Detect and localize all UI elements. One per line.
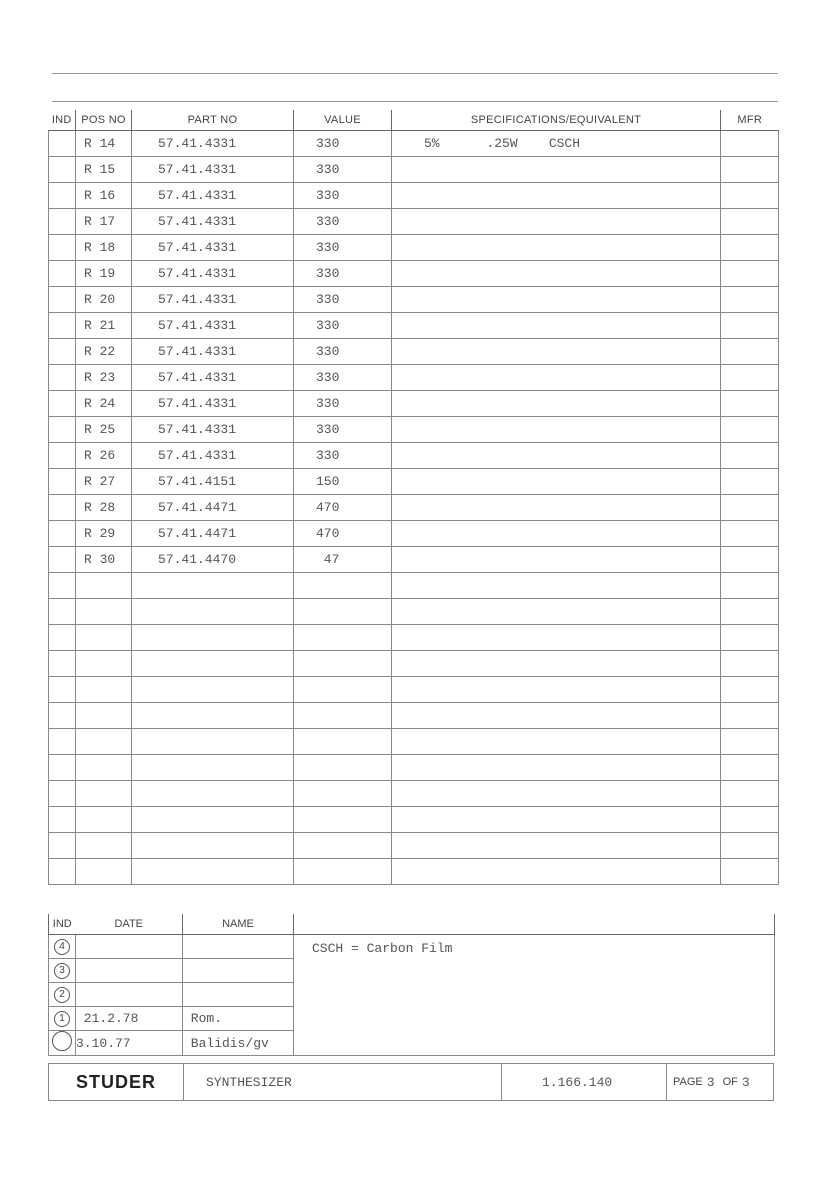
- table-row: [49, 183, 779, 209]
- table-row: [49, 677, 779, 703]
- spec-cell: 5% .25W CSCH: [392, 131, 721, 157]
- value-cell: 330: [294, 443, 392, 469]
- ind-cell: [49, 209, 76, 235]
- table-row: [49, 131, 779, 157]
- table-row: [49, 729, 779, 755]
- ind-cell: [49, 755, 76, 781]
- spec-cell: [392, 495, 721, 521]
- part-no-cell: [132, 599, 294, 625]
- spec-cell: [392, 833, 721, 859]
- pos-no-cell: [76, 781, 132, 807]
- pos-no-cell: [76, 651, 132, 677]
- ind-cell: [49, 651, 76, 677]
- revision-index-circle: 1: [54, 1011, 70, 1027]
- spec-cell: [392, 651, 721, 677]
- spec-cell: [392, 157, 721, 183]
- part-no-cell: 57.41.4331: [132, 313, 294, 339]
- col-header-mfr: MFR: [721, 110, 779, 131]
- pos-no-cell: [76, 703, 132, 729]
- spec-cell: [392, 209, 721, 235]
- part-no-cell: 57.41.4331: [132, 261, 294, 287]
- mfr-cell: [721, 833, 779, 859]
- part-no-cell: [132, 651, 294, 677]
- parts-list-table: [48, 110, 779, 885]
- revision-index-cell: [49, 983, 76, 1007]
- mfr-cell: [721, 599, 779, 625]
- spec-cell: [392, 469, 721, 495]
- table-row: [49, 339, 779, 365]
- table-row: [49, 703, 779, 729]
- mfr-cell: [721, 677, 779, 703]
- spec-cell: [392, 261, 721, 287]
- part-no-cell: 57.41.4331: [132, 417, 294, 443]
- pos-no-cell: [76, 833, 132, 859]
- pos-no-cell: R 30: [76, 547, 132, 573]
- pos-no-cell: R 20: [76, 287, 132, 313]
- value-cell: 330: [294, 183, 392, 209]
- value-cell: [294, 755, 392, 781]
- pos-no-cell: R 14: [76, 131, 132, 157]
- mfr-cell: [721, 417, 779, 443]
- table-row: [49, 157, 779, 183]
- table-row: [49, 443, 779, 469]
- value-cell: 330: [294, 313, 392, 339]
- mfr-cell: [721, 261, 779, 287]
- part-no-cell: 57.41.4471: [132, 521, 294, 547]
- ind-cell: [49, 287, 76, 313]
- pos-no-cell: [76, 573, 132, 599]
- mfr-cell: [721, 365, 779, 391]
- mfr-cell: [721, 781, 779, 807]
- part-no-cell: [132, 807, 294, 833]
- col-header-specifications: SPECIFICATIONS/EQUIVALENT: [392, 110, 721, 131]
- document-title: SYNTHESIZER: [184, 1064, 502, 1100]
- ind-cell: [49, 625, 76, 651]
- revision-date-cell: [76, 935, 183, 959]
- value-cell: [294, 599, 392, 625]
- col-header-part-no: PART NO: [132, 110, 294, 131]
- pos-no-cell: R 23: [76, 365, 132, 391]
- value-cell: [294, 651, 392, 677]
- ind-cell: [49, 573, 76, 599]
- revision-index-circle: 4: [54, 939, 70, 955]
- part-no-cell: 57.41.4331: [132, 209, 294, 235]
- value-cell: 470: [294, 521, 392, 547]
- mfr-cell: [721, 573, 779, 599]
- ind-cell: [49, 443, 76, 469]
- revision-index-circle: [52, 1031, 72, 1051]
- pos-no-cell: R 16: [76, 183, 132, 209]
- value-cell: [294, 859, 392, 885]
- revision-index-cell: [49, 1031, 76, 1056]
- pos-no-cell: [76, 859, 132, 885]
- table-row: [49, 651, 779, 677]
- page-indicator: [667, 1064, 773, 1100]
- value-cell: 330: [294, 287, 392, 313]
- part-no-cell: 57.41.4470: [132, 547, 294, 573]
- spec-cell: [392, 313, 721, 339]
- ind-cell: [49, 469, 76, 495]
- revision-index-circle: 3: [54, 963, 70, 979]
- pos-no-cell: [76, 755, 132, 781]
- revision-header-row: [49, 914, 775, 935]
- pos-no-cell: R 19: [76, 261, 132, 287]
- mfr-cell: [721, 859, 779, 885]
- table-row: [49, 313, 779, 339]
- pos-no-cell: R 25: [76, 417, 132, 443]
- ind-cell: [49, 365, 76, 391]
- mfr-cell: [721, 625, 779, 651]
- table-row: [49, 625, 779, 651]
- mfr-cell: [721, 339, 779, 365]
- part-no-cell: 57.41.4331: [132, 183, 294, 209]
- revision-date-cell: 3.10.77: [76, 1031, 183, 1056]
- pos-no-cell: [76, 599, 132, 625]
- table-row: [49, 521, 779, 547]
- col-header-value: VALUE: [294, 110, 392, 131]
- part-no-cell: 57.41.4331: [132, 131, 294, 157]
- spec-cell: [392, 677, 721, 703]
- value-cell: [294, 677, 392, 703]
- mfr-cell: [721, 157, 779, 183]
- part-no-cell: [132, 859, 294, 885]
- value-cell: 330: [294, 339, 392, 365]
- table-row: [49, 781, 779, 807]
- mfr-cell: [721, 235, 779, 261]
- ind-cell: [49, 521, 76, 547]
- value-cell: 330: [294, 131, 392, 157]
- rev-col-name: NAME: [183, 914, 294, 935]
- part-no-cell: [132, 755, 294, 781]
- spec-cell: [392, 755, 721, 781]
- pos-no-cell: R 29: [76, 521, 132, 547]
- value-cell: [294, 703, 392, 729]
- pos-no-cell: [76, 807, 132, 833]
- mfr-cell: [721, 469, 779, 495]
- pos-no-cell: R 17: [76, 209, 132, 235]
- ind-cell: [49, 729, 76, 755]
- table-row: [49, 261, 779, 287]
- pos-no-cell: R 18: [76, 235, 132, 261]
- ind-cell: [49, 339, 76, 365]
- revision-name-cell: [183, 935, 294, 959]
- ind-cell: [49, 547, 76, 573]
- revision-body: [49, 935, 775, 1056]
- value-cell: [294, 625, 392, 651]
- value-cell: 330: [294, 261, 392, 287]
- ind-cell: [49, 235, 76, 261]
- part-no-cell: [132, 781, 294, 807]
- table-row: [49, 365, 779, 391]
- revision-name-cell: [183, 959, 294, 983]
- spec-cell: [392, 859, 721, 885]
- ind-cell: [49, 261, 76, 287]
- value-cell: 330: [294, 365, 392, 391]
- pos-no-cell: [76, 677, 132, 703]
- ind-cell: [49, 781, 76, 807]
- mfr-cell: [721, 755, 779, 781]
- revision-date-cell: [76, 959, 183, 983]
- table-row: [49, 469, 779, 495]
- studer-logo: STUDER: [49, 1064, 184, 1100]
- value-cell: 330: [294, 235, 392, 261]
- ind-cell: [49, 703, 76, 729]
- spec-cell: [392, 729, 721, 755]
- spec-cell: [392, 417, 721, 443]
- pos-no-cell: R 27: [76, 469, 132, 495]
- part-no-cell: 57.41.4151: [132, 469, 294, 495]
- revision-date-cell: 21.2.78: [76, 1007, 183, 1031]
- spec-cell: [392, 625, 721, 651]
- part-no-cell: 57.41.4331: [132, 157, 294, 183]
- mfr-cell: [721, 651, 779, 677]
- mfr-cell: [721, 391, 779, 417]
- document-number: 1.166.140: [502, 1064, 667, 1100]
- ind-cell: [49, 183, 76, 209]
- pos-no-cell: [76, 729, 132, 755]
- parts-body: [49, 131, 779, 885]
- title-block: [48, 1063, 774, 1101]
- spec-cell: [392, 599, 721, 625]
- spec-cell: [392, 443, 721, 469]
- spec-cell: [392, 339, 721, 365]
- of-label: OF: [722, 1076, 738, 1088]
- rev-col-notes: [294, 914, 775, 935]
- spec-cell: [392, 183, 721, 209]
- part-no-cell: [132, 677, 294, 703]
- ind-cell: [49, 807, 76, 833]
- ind-cell: [49, 313, 76, 339]
- table-row: [49, 495, 779, 521]
- revision-index-cell: [49, 959, 76, 983]
- mfr-cell: [721, 729, 779, 755]
- ind-cell: [49, 859, 76, 885]
- table-row: [49, 599, 779, 625]
- part-no-cell: [132, 729, 294, 755]
- mfr-cell: [721, 807, 779, 833]
- spec-cell: [392, 547, 721, 573]
- pos-no-cell: R 22: [76, 339, 132, 365]
- ind-cell: [49, 833, 76, 859]
- value-cell: 470: [294, 495, 392, 521]
- rev-col-date: DATE: [76, 914, 183, 935]
- table-row: [49, 833, 779, 859]
- table-row: [49, 547, 779, 573]
- table-row: [49, 859, 779, 885]
- spec-cell: [392, 365, 721, 391]
- page-total: 3: [741, 1074, 750, 1090]
- mfr-cell: [721, 495, 779, 521]
- spec-cell: [392, 235, 721, 261]
- pos-no-cell: R 26: [76, 443, 132, 469]
- part-no-cell: [132, 703, 294, 729]
- value-cell: [294, 807, 392, 833]
- value-cell: 330: [294, 209, 392, 235]
- ind-cell: [49, 157, 76, 183]
- spec-cell: [392, 807, 721, 833]
- revision-date-cell: [76, 983, 183, 1007]
- spec-cell: [392, 287, 721, 313]
- page-label: PAGE: [673, 1076, 703, 1088]
- table-row: [49, 287, 779, 313]
- table-row: [49, 573, 779, 599]
- part-no-cell: 57.41.4331: [132, 287, 294, 313]
- pos-no-cell: [76, 625, 132, 651]
- part-no-cell: 57.41.4331: [132, 365, 294, 391]
- part-no-cell: [132, 573, 294, 599]
- table-row: [49, 209, 779, 235]
- ind-cell: [49, 677, 76, 703]
- spec-cell: [392, 521, 721, 547]
- pos-no-cell: R 15: [76, 157, 132, 183]
- top-rule-1: [52, 73, 778, 74]
- mfr-cell: [721, 131, 779, 157]
- col-header-pos-no: POS NO: [76, 110, 132, 131]
- table-row: [49, 807, 779, 833]
- revision-index-cell: [49, 1007, 76, 1031]
- value-cell: [294, 781, 392, 807]
- ind-cell: [49, 417, 76, 443]
- part-no-cell: 57.41.4331: [132, 391, 294, 417]
- table-row: [49, 755, 779, 781]
- ind-cell: [49, 599, 76, 625]
- spec-cell: [392, 391, 721, 417]
- mfr-cell: [721, 209, 779, 235]
- table-row: [49, 391, 779, 417]
- part-no-cell: [132, 625, 294, 651]
- mfr-cell: [721, 183, 779, 209]
- mfr-cell: [721, 443, 779, 469]
- value-cell: 330: [294, 417, 392, 443]
- top-rule-2: [52, 101, 778, 102]
- revision-row: [49, 935, 775, 959]
- value-cell: 150: [294, 469, 392, 495]
- value-cell: [294, 573, 392, 599]
- table-row: [49, 235, 779, 261]
- spec-cell: [392, 573, 721, 599]
- part-no-cell: 57.41.4331: [132, 235, 294, 261]
- table-row: [49, 417, 779, 443]
- pos-no-cell: R 21: [76, 313, 132, 339]
- col-header-ind: IND: [49, 110, 76, 131]
- revision-table: [48, 914, 775, 1056]
- mfr-cell: [721, 703, 779, 729]
- revision-name-cell: Rom.: [183, 1007, 294, 1031]
- mfr-cell: [721, 287, 779, 313]
- pos-no-cell: R 28: [76, 495, 132, 521]
- part-no-cell: [132, 833, 294, 859]
- mfr-cell: [721, 313, 779, 339]
- spec-cell: [392, 781, 721, 807]
- part-no-cell: 57.41.4331: [132, 339, 294, 365]
- value-cell: [294, 729, 392, 755]
- ind-cell: [49, 495, 76, 521]
- page-number: 3: [706, 1074, 715, 1090]
- rev-col-ind: IND: [49, 914, 76, 935]
- parts-header-row: [49, 110, 779, 131]
- value-cell: 47: [294, 547, 392, 573]
- revision-name-cell: [183, 983, 294, 1007]
- mfr-cell: [721, 521, 779, 547]
- ind-cell: [49, 131, 76, 157]
- revision-index-cell: [49, 935, 76, 959]
- revision-index-circle: 2: [54, 987, 70, 1003]
- mfr-cell: [721, 547, 779, 573]
- part-no-cell: 57.41.4471: [132, 495, 294, 521]
- revision-note: CSCH = Carbon Film: [294, 935, 775, 1056]
- revision-name-cell: Balidis/gv: [183, 1031, 294, 1056]
- pos-no-cell: R 24: [76, 391, 132, 417]
- part-no-cell: 57.41.4331: [132, 443, 294, 469]
- ind-cell: [49, 391, 76, 417]
- spec-cell: [392, 703, 721, 729]
- value-cell: 330: [294, 391, 392, 417]
- value-cell: [294, 833, 392, 859]
- value-cell: 330: [294, 157, 392, 183]
